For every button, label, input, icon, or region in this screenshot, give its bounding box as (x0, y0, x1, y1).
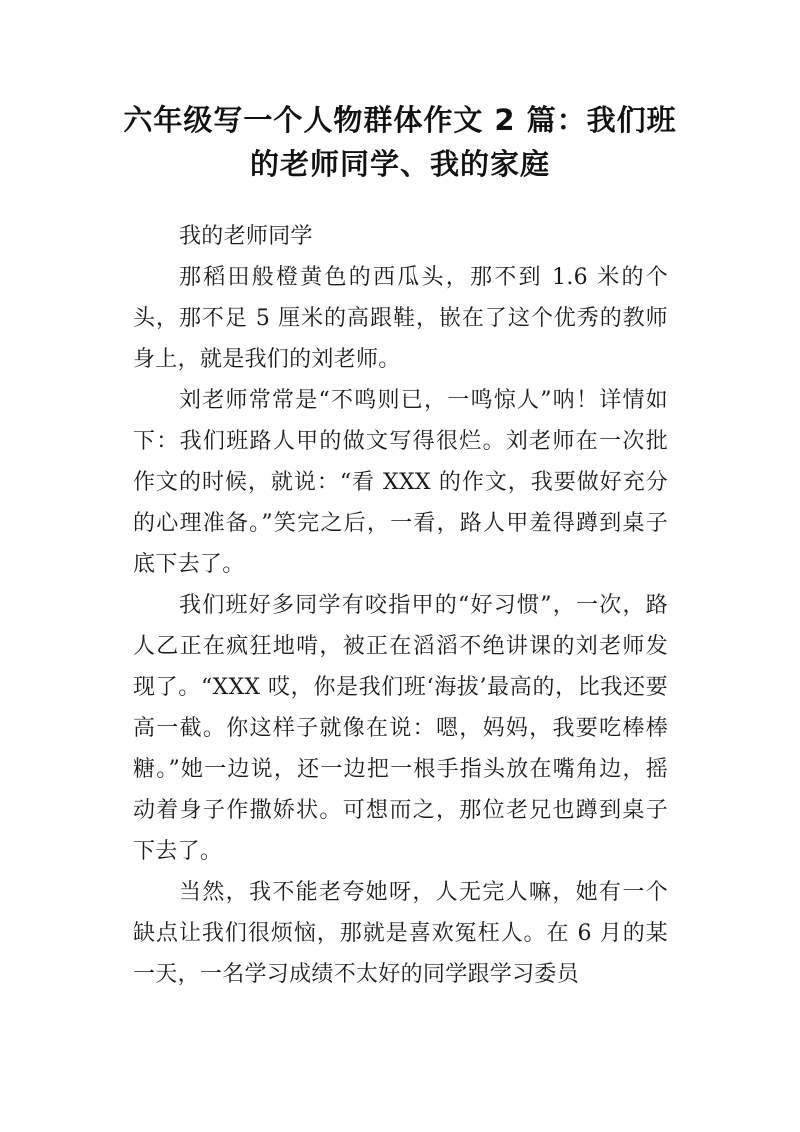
paragraph: 当然，我不能老夸她呀，人无完人嘛，她有一个缺点让我们很烦恼，那就是喜欢冤枉人。在 6 月的某一天，一名学习成绩不太好的同学跟学习委员 (133, 880, 668, 987)
paragraph: 我们班好多同学有咬指甲的“好习惯”，一次，路人乙正在疯狂地啃，被正在滔滔不绝讲课的刘老师发现了。“XXX 哎，你是我们班‘海拔’最高的，比我还要高一截。你这样子就像在说：嗯，妈妈，我要吃棒棒糖。”她一边说，还一边把一根手指头放在嘴角边，摇动着身子作撒娇状。可想而之，那位老兄也蹲到桌子下去了。 (133, 593, 668, 864)
section-subheading: 我的老师同学 (179, 224, 313, 249)
document-body (133, 216, 668, 995)
paragraph: 那稻田般橙黄色的西瓜头，那不到 1.6 米的个头，那不足 5 厘米的高跟鞋，嵌在了这个优秀的教师身上，就是我们的刘老师。 (133, 265, 668, 372)
paragraph: 刘老师常常是“不鸣则已，一鸣惊人”呐！详情如下：我们班路人甲的做文写得很烂。刘老师在一次批作文的时候，就说：“看 XXX 的作文，我要做好充分的心理准备。”笑完之后，一看，路人甲羞得蹲到桌子底下去了。 (133, 388, 668, 577)
document-title: 六年级写一个人物群体作文 2 篇：我们班的老师同学、我的家庭 (123, 103, 677, 181)
